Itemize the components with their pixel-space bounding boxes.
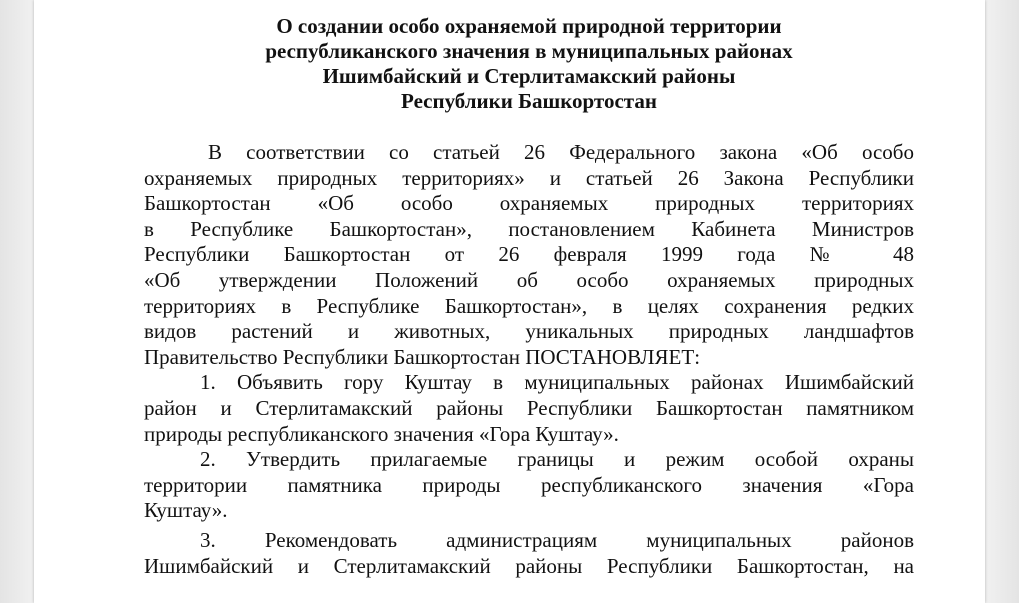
text-line: 1. Объявить гору Куштау в муниципальных районах Ишимбайский: [200, 370, 914, 395]
text-line: территории памятника природы республиканского значения «Гора: [144, 472, 914, 497]
text-line: «Об утверждении Положений об особо охраняемых природных: [144, 267, 914, 292]
text-line: 2. Утвердить прилагаемые границы и режим особой охраны: [200, 447, 914, 472]
item-2-paragraph: [144, 447, 914, 524]
text-line: Куштау».: [144, 498, 228, 523]
text-line: охраняемых природных территориях» и статьей 26 Закона Республики: [144, 165, 914, 190]
text-line: район и Стерлитамакский районы Республики Башкортостан памятником: [144, 395, 914, 420]
text-line: территориях в Республике Башкортостан», в целях сохранения редких: [144, 293, 914, 318]
item-1-paragraph: [144, 370, 914, 447]
title-line: Республики Башкортостан: [401, 89, 657, 113]
document-page: [34, 0, 985, 603]
document-body: [144, 14, 914, 579]
text-line: Правительство Республики Башкортостан ПОСТАНОВЛЯЕТ:: [144, 344, 701, 369]
text-line: Республики Башкортостан от 26 февраля 1999 года № 48: [144, 242, 914, 267]
title-line: О создании особо охраняемой природной территории: [276, 14, 782, 38]
text-line: видов растений и животных, уникальных природных ландшафтов: [144, 319, 914, 344]
item-3-paragraph: [144, 528, 914, 579]
text-line: 3. Рекомендовать администрациям муниципальных районов: [200, 527, 914, 552]
text-line: в Республике Башкортостан», постановлением Кабинета Министров: [144, 216, 914, 241]
title-line: республиканского значения в муниципальных районах: [265, 39, 793, 63]
text-line: Башкортостан «Об особо охраняемых природных территориях: [144, 191, 914, 216]
document-title: [144, 14, 914, 114]
title-line: Ишимбайский и Стерлитамакский районы: [322, 64, 736, 88]
text-line: В соответствии со статьей 26 Федерального закона «Об особо: [208, 140, 914, 164]
preamble-paragraph: [144, 140, 914, 370]
text-line: природы республиканского значения «Гора Куштау».: [144, 421, 619, 446]
text-line: Ишимбайский и Стерлитамакский районы Республики Башкортостан, на: [144, 553, 914, 578]
